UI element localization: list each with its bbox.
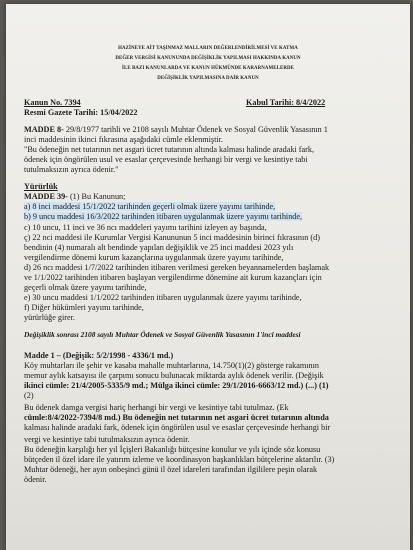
yururluk-item-d-3: geçerli olmak üzere yayımı tarihinde,	[24, 283, 147, 292]
doc-title-line-4: DEĞİŞİKLİK YAPILMASINA DAİR KANUN	[157, 76, 259, 81]
madde-1-line-1: Köy muhtarları ile şehir ve kasaba mahalle muhtarlarına, 14.750(1)(2) gösterge rakamının	[24, 361, 319, 370]
yururluk-heading: Yürürlük	[24, 182, 58, 191]
madde-8-text: 29/8/1977 tarihli ve 2108 sayılı Muhtar Ödenek ve Sosyal Güvenlik Yasasının 1	[63, 125, 328, 134]
madde-1-line-9: Bu ödeneğin karşılığı her yıl İçişleri Bakanlığı bütçesine konulur ve yılı içinde söz konusu	[24, 445, 321, 454]
yururluk-item-a	[24, 202, 275, 211]
yururluk-item-c: c) 10 uncu, 11 inci ve 36 ncı maddeleri yayımı tarihini izleyen ay başında,	[24, 223, 267, 232]
madde-1-line-11: Muhtar ödeneği, her ayın onbeşinci günü il özel idareleri tarafından ilgililere peşin olarak	[24, 465, 318, 474]
yururluk-item-d-2: ve 1/1/2022 tarihinden itibaren başlayan vergilendirme dönemine ait kurum kazançları için	[24, 273, 322, 282]
madde-8-line-5: tutulmaksızın ayrıca ödenir."	[24, 165, 119, 174]
madde-1-line-2: memur aylık katsayısı ile çarpımı sonucu bulunacak miktarda aylık ödenek verilir. (Değişik	[24, 371, 324, 380]
madde-8-line-4: ödenek için öngörülen usul ve esaslar çerçevesinde herhangi bir vergi ve kesintiye tabi	[24, 155, 308, 164]
madde-1-line-6: cümle:8/4/2022-7394/8 md.) Bu ödeneğin net tutarının net asgari ücret tutarının altında	[24, 413, 329, 422]
yururluk-item-b	[24, 212, 302, 221]
yururluk-item-cc-2: bendinin (4) numaralı alt bendinde yapılan değişiklik ve 25 inci maddesi 2023 yılı	[24, 243, 294, 252]
resmi-gazete-date: Resmi Gazete Tarihi: 15/04/2022	[24, 108, 138, 117]
madde-1-line-10: bütçeden il özel idare ile yatırım izleme ve koordinasyon başkanlıkları bütçelerine aktarılır. (3)	[24, 455, 335, 464]
madde-1-line-7: kalması halinde aradaki fark, ödenek için öngörülen usul ve esaslar çerçevesinde herhangi bir	[24, 423, 331, 432]
yururluk-item-cc-3: vergilendirme dönemi kurum kazançlarına uygulanmak üzere yayımı tarihinde,	[24, 253, 284, 262]
madde-1-line-12: ödenir.	[24, 475, 47, 484]
madde-1-line-8: vergi ve kesintiye tabi tutulmaksızın ayrıca ödenir.	[24, 435, 190, 444]
madde-8-line-1	[24, 125, 328, 134]
yururluk-item-d: d) 26 ncı maddesi 1/7/2022 tarihinden itibaren verilmesi gereken beyannamelerden başlamak	[24, 263, 330, 272]
highlighted-text: a) 8 inci maddesi 15/1/2022 tarihinden geçerli olmak üzere yayımı tarihinde,	[24, 202, 276, 211]
madde-8-line-2: inci maddesinin ikinci fıkrasına aşağıdaki cümle eklenmiştir.	[24, 135, 223, 144]
madde-39-text: (1) Bu Kanunun;	[67, 192, 126, 201]
yururluk-item-cc: ç) 22 nci maddesi ile Kurumlar Vergisi Kanununun 5 inci maddesinin birinci fıkrasının (d)	[24, 233, 320, 242]
yururluk-item-e: e) 30 uncu maddesi 1/1/2022 tarihinden itibaren uygulanmak üzere yayımı tarihinde,	[24, 293, 302, 302]
madde-1-heading: Madde 1 – (Değişik: 5/2/1998 - 4336/1 md.)	[24, 351, 174, 360]
document-page	[6, 4, 410, 550]
section-heading: Değişiklik sonrası 2108 sayılı Muhtar Ödenek ve Sosyal Güvenlik Yasasının 1'inci maddesi	[24, 330, 301, 339]
yururluk-item-f: f) Diğer hükümleri yayımı tarihinde,	[24, 303, 144, 312]
yururluk-closing: yürürlüğe girer.	[24, 313, 75, 322]
doc-title-line-2: DEĞER VERGİSİ KANUNUNDA DEĞİŞİKLİK YAPILMASI HAKKINDA KANUN	[115, 56, 301, 61]
doc-title-line-1: HAZİNEYE AİT TAŞINMAZ MALLARIN DEĞERLENDİRİLMESİ VE KATMA	[118, 46, 298, 51]
madde-39-line	[24, 192, 125, 201]
madde-8-line-3: "Bu ödeneğin net tutarının net asgari ücret tutarının altında kalması halinde aradaki fark,	[24, 145, 315, 154]
madde-1-line-3: ikinci cümle: 21/4/2005-5335/9 md.; Mülga ikinci cümle: 29/1/2016-6663/12 md.) (...) (1)	[24, 381, 329, 390]
madde-8-label: MADDE 8-	[24, 125, 64, 134]
madde-1-line-4: (2)	[24, 391, 34, 400]
madde-1-line-5: Bu ödenek damga vergisi hariç herhangi bir vergi ve kesintiye tabi tutulmaz. (Ek	[24, 403, 289, 412]
doc-title-line-3: İLE BAZI KANUNLARDA VE KANUN HÜKMÜNDE KARARNAMELERDE	[122, 66, 294, 71]
kanun-number: Kanun No. 7394	[24, 98, 81, 107]
madde-39-label: MADDE 39-	[24, 192, 68, 201]
kabul-date: Kabul Tarihi: 8/4/2022	[246, 98, 326, 107]
highlighted-text: b) 9 uncu maddesi 16/3/2022 tarihinden itibaren uygulanmak üzere yayımı tarihinde,	[24, 212, 303, 221]
